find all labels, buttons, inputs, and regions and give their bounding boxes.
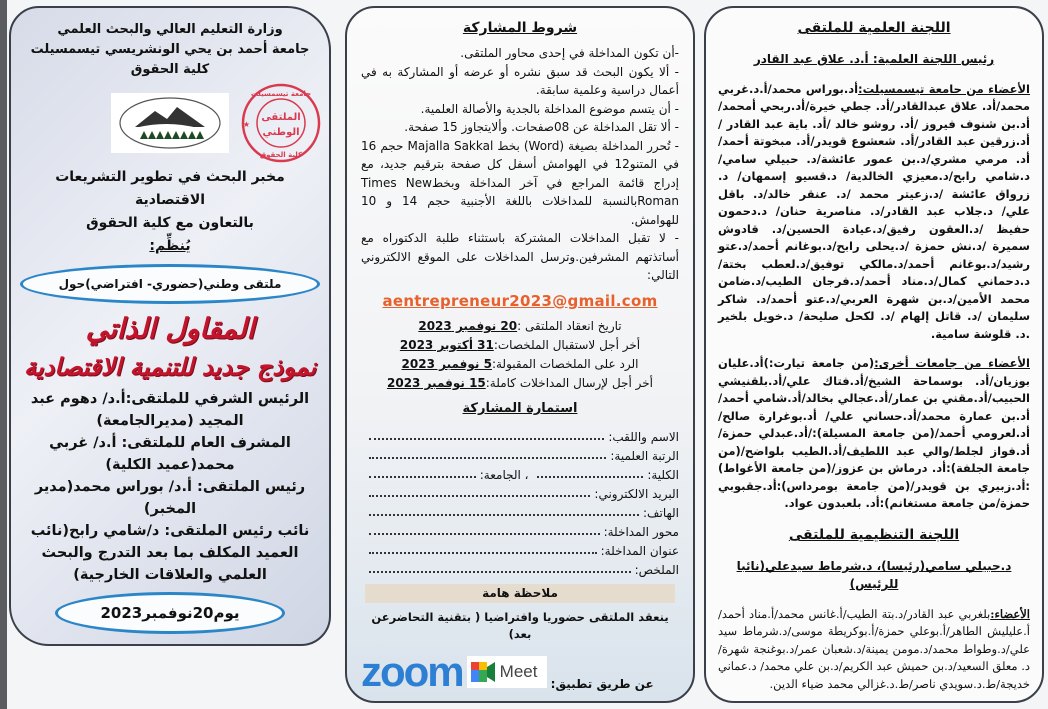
- field-label: الكلية:: [647, 468, 679, 483]
- field-label: الاسم واللقب:: [608, 430, 679, 445]
- field-blank: [537, 476, 644, 478]
- event-type-text: ملتقى وطني(حضوري- افتراضي)حول: [58, 277, 282, 292]
- stamp-text: الوطني: [262, 127, 300, 139]
- deadline-value: 5 نوفمبر 2023: [401, 357, 492, 372]
- field-blank: [369, 571, 631, 573]
- university-name: جامعة أحمد بن يحي الونشريسي تيسمسيلت: [30, 42, 310, 57]
- organizing-members: [718, 606, 1030, 694]
- event-type-banner: [20, 264, 320, 304]
- members-other-text: (من جامعة تيارت:)أد.عليان بوزيان/أد. بوسماحة الشيخ/أد.فتاك علي/أد.بلقنيشي الحبيب/أد.مقني بن عمار/أد.عجالي بخالد/أد.شامي أحمد/أد.بن عمارة محمد/أد.حساني علي/ أد.بوغرارة صالح/أد.لعرومي أحمد/(من جامعة المسيلة):/أد.عبدلي حمزة/أد.فواز لجلط/والي عبد اللطيف/أد.الطيب بلواضح/(من جامعة الجلفة):أد. درماش بن عزوز/(من جامعة الأغواط) :أد.زبيري بن قويدر/(من جامعة بومرداس):أد.جقبوبي حمزة/من جامعة مستغانم):أد. بلعبدون عواد.: [718, 356, 1030, 511]
- members-local-label: الأعضاء من جامعة تيسمسيلت:: [858, 81, 1030, 96]
- field-label: ، الجامعة:: [479, 468, 529, 483]
- deadline-item: [361, 336, 679, 355]
- vice-president: نائب رئيس الملتقى: د/شامي رابح(نائب العميد المكلف بما بعد التدرج والبحث العلمي والعلاقات الخارجية): [30, 522, 310, 583]
- deadline-item: [361, 355, 679, 374]
- scientific-committee-head: رئيس اللجنة العلمية: أ.د. علاق عبد القادر: [753, 52, 995, 67]
- scientific-committee-title: اللجنة العلمية للملتقى: [797, 20, 951, 36]
- ministry-name: وزارة التعليم العالي والبحث العلمي: [57, 22, 283, 37]
- stamp-text: جامعة تيسمسيلت: [250, 90, 312, 99]
- stamp-text: كلية الحقوق: [259, 151, 303, 160]
- conditions-list: [361, 44, 679, 285]
- general-supervisor: المشرف العام للملتقى: أ.د/ غربي محمد(عميد الكلية): [49, 434, 291, 473]
- deadlines: [361, 317, 679, 393]
- lab-info: [19, 166, 321, 258]
- faculty-name: كلية الحقوق: [130, 62, 210, 77]
- org-members-text: بلغربي عبد القادر/د.بتة الطيب/أ.غانس محمد/أ.مناد أحمد/أ.عليليش الطاهر/أ.بوعلي حمزة/أ.بوكريطة موسى/د.شرماط سيد علي/د.وطواط محمد/د.مومن يمينة/د.شعبان عمر/د.بوغنجة شهرة/د. معلق السعيد/د.بن حميش عبد الكريم/د.بن علي محمد/ د.عماني خديجة/ط.د.سويدي ناصر/ط.د.غزالي محمد ضياء الدين.: [718, 606, 1030, 691]
- important-note-text: ينعقد الملتقى حضوريا وافتراضيا ( بتقنية التحاضرعن بعد): [371, 609, 669, 641]
- deadline-label: أخر أجل لإرسال المداخلات كاملة:: [485, 376, 653, 391]
- conference-date: يوم20نوفمبر2023: [100, 603, 240, 622]
- deadline-label: تاريخ انعقاد الملتقى :: [517, 319, 622, 334]
- conditions-title: شروط المشاركة: [462, 20, 578, 36]
- stamp-text: الملتقى: [261, 112, 301, 124]
- committees-panel: [704, 6, 1044, 703]
- submission-email-link[interactable]: aentrepreneur2023@gmail.com: [382, 291, 658, 310]
- field-blank: [369, 552, 597, 554]
- field-blank: [369, 495, 590, 497]
- important-note-title: ملاحظة هامة: [365, 584, 675, 603]
- zoom-logo: zoom: [361, 648, 463, 695]
- deadline-value: 15 نوفمبر 2023: [387, 376, 486, 391]
- honorary-president: الرئيس الشرفي للملتقى:أ.د/ دهوم عبد المجيد (مديرالجامعة): [30, 390, 310, 429]
- scientific-members-local: [718, 81, 1030, 344]
- condition-item: - لا تقبل المداخلات المشتركة باستثناء طلبة الدكتوراه مع أساتذتهم المشرفين.وترسل المداخلات على الموقع الالكتروني التالي:: [361, 231, 679, 283]
- field-label: محور المداخلة:: [603, 525, 679, 540]
- conference-subtitle: نموذج جديد للتنمية الاقتصادية: [23, 351, 317, 381]
- scientific-members-other: [718, 355, 1030, 513]
- field-blank: [369, 533, 600, 535]
- form-field-rank[interactable]: [361, 444, 679, 463]
- org-members-label: الأعضاء:: [990, 606, 1030, 621]
- cover-panel: [9, 6, 331, 646]
- apps-row: [361, 649, 679, 695]
- form-field-phone[interactable]: [361, 501, 679, 520]
- field-blank: [369, 476, 476, 478]
- organizing-committee-head: د.حبيلي سامي(رئيسا)، د.شرماط سيدعلي(نائبا للرئيس): [736, 559, 1012, 592]
- form-field-name[interactable]: [361, 425, 679, 444]
- meet-label: Meet: [499, 662, 538, 681]
- field-label: الهاتف:: [643, 506, 679, 521]
- via-app-label: عن طريق تطبيق:: [550, 677, 654, 691]
- lab-name: مخبر البحث في تطوير التشريعات الاقتصادية: [55, 169, 285, 209]
- deadline-value: 31 أكتوبر 2023: [399, 338, 494, 353]
- deadline-value: 20 نوفمبر 2023: [418, 319, 518, 334]
- meet-icon: [471, 662, 495, 682]
- field-label: الرتبة العلمية:: [610, 449, 679, 464]
- field-blank: [369, 514, 639, 516]
- form-field-faculty[interactable]: [361, 463, 679, 482]
- members-other-label: الأعضاء من جامعات أخرى:: [874, 356, 1030, 371]
- form-field-title[interactable]: [361, 539, 679, 558]
- logo-row: [19, 86, 321, 160]
- deadline-item: [361, 374, 679, 393]
- field-blank: [369, 457, 606, 459]
- condition-item: - أن يتسم موضوع المداخلة بالجدية والأصالة العلمية.: [420, 101, 679, 116]
- officials-list: [19, 388, 321, 586]
- condition-item: - ألا يكون البحث قد سبق نشره أو عرضه أو المشاركة به في أعمال دراسية وعلمية سابقة.: [361, 64, 679, 98]
- conference-president: رئيس الملتقى: أ.د/ بوراس محمد(مدير المخبر): [34, 478, 306, 517]
- organizing-committee-title: اللجنة التنظيمية للملتقى: [788, 527, 960, 543]
- conditions-panel: [345, 6, 695, 703]
- google-meet-logo: [467, 656, 547, 688]
- field-blank: [369, 438, 604, 440]
- participation-form: [361, 425, 679, 577]
- deadline-item: [361, 317, 679, 336]
- organizes-label: يُنظِّم:: [149, 238, 191, 255]
- university-logo: [111, 93, 229, 153]
- condition-item: - تُحرر المداخلة بصيغة (Word) بخط Majalla Sakkal حجم 16 في المتنو12 في الهوامش أسفل كل صفحة بترقيم جديد، مع إدراج قائمة المراجع في آخر المداخلة وبخطTimes New Romanبالنسبة للمداخلات باللغة الأجنبية حجم 14 و 10 للهوامش.: [361, 138, 680, 227]
- form-field-axis[interactable]: [361, 520, 679, 539]
- star-icon: ★: [242, 120, 250, 130]
- condition-item: -أن تكون المداخلة في إحدى محاور الملتقى.: [460, 46, 679, 61]
- form-field-abstract[interactable]: [361, 558, 679, 577]
- field-label: البريد الالكتروني:: [594, 487, 679, 502]
- form-field-email[interactable]: [361, 482, 679, 501]
- field-label: الملخص:: [634, 563, 679, 578]
- conference-title: المقاول الذاتي: [85, 311, 255, 345]
- form-title: استمارة المشاركة: [462, 401, 578, 417]
- field-label: عنوان المداخلة:: [600, 544, 679, 559]
- members-local-text: أد.بوراس محمد/أ.د.غربي محمد/أد. علاق عبدالقادر/أد. جطي خيرة/أد.ربحي أمحمد/أد.بن شنوف فيروز /أد. روشو خالد /أد. باية عبد القادر /أد.زرقين عبد القادر/أد. شعشوع قويدر/أد. مبخوتة أحمد/أد. مرمي مشري/د.بن عمور عائشة/د. حبيلي سامي/د.شامي رابح/د.معيزي الخالدية/ د.قسيو إسمهان/ د. زرواق عائشة /د.زعيتر محمد /د. عنقر خالد/د. باقل علي/ د.جلاب عبد القادر/د. مناصرية حنان/ د.دحمون حفيظ /د.العقون رفيق/د.عيادة الحسين/د. قادوش سميرة /د.نش حمزة /د.يحلى رابح/د.بوغانم أحمد/د.عتو رشيد/د.بوغانم أحمد/د.مالكي توفيق/د.لعطب بختة/د.دحماني كمال/د.مناد أحمد/د.فرجان الطيب/د.ضامن محمد الأمين/د.بن شهرة العربي/د.عتو أحمد/د. شاكر سليمان /د. قاتل إلهام /د. لكحل صليحة/ د.خويل بلخير .د. قلوشة سامية.: [718, 81, 1030, 341]
- date-banner: [55, 592, 285, 634]
- deadline-label: أخر أجل لاستقبال الملخصات:: [493, 338, 641, 353]
- institution-header: [19, 20, 321, 80]
- official-stamp: [241, 83, 321, 163]
- scan-edge: [0, 0, 7, 709]
- condition-item: - ألا تقل المداخلة عن 08صفحات. وألايتجاوز 15 صفحة.: [404, 120, 679, 135]
- deadline-label: الرد على الملخصات المقبولة:: [491, 357, 639, 372]
- cooperation-text: بالتعاون مع كلية الحقوق: [86, 215, 254, 232]
